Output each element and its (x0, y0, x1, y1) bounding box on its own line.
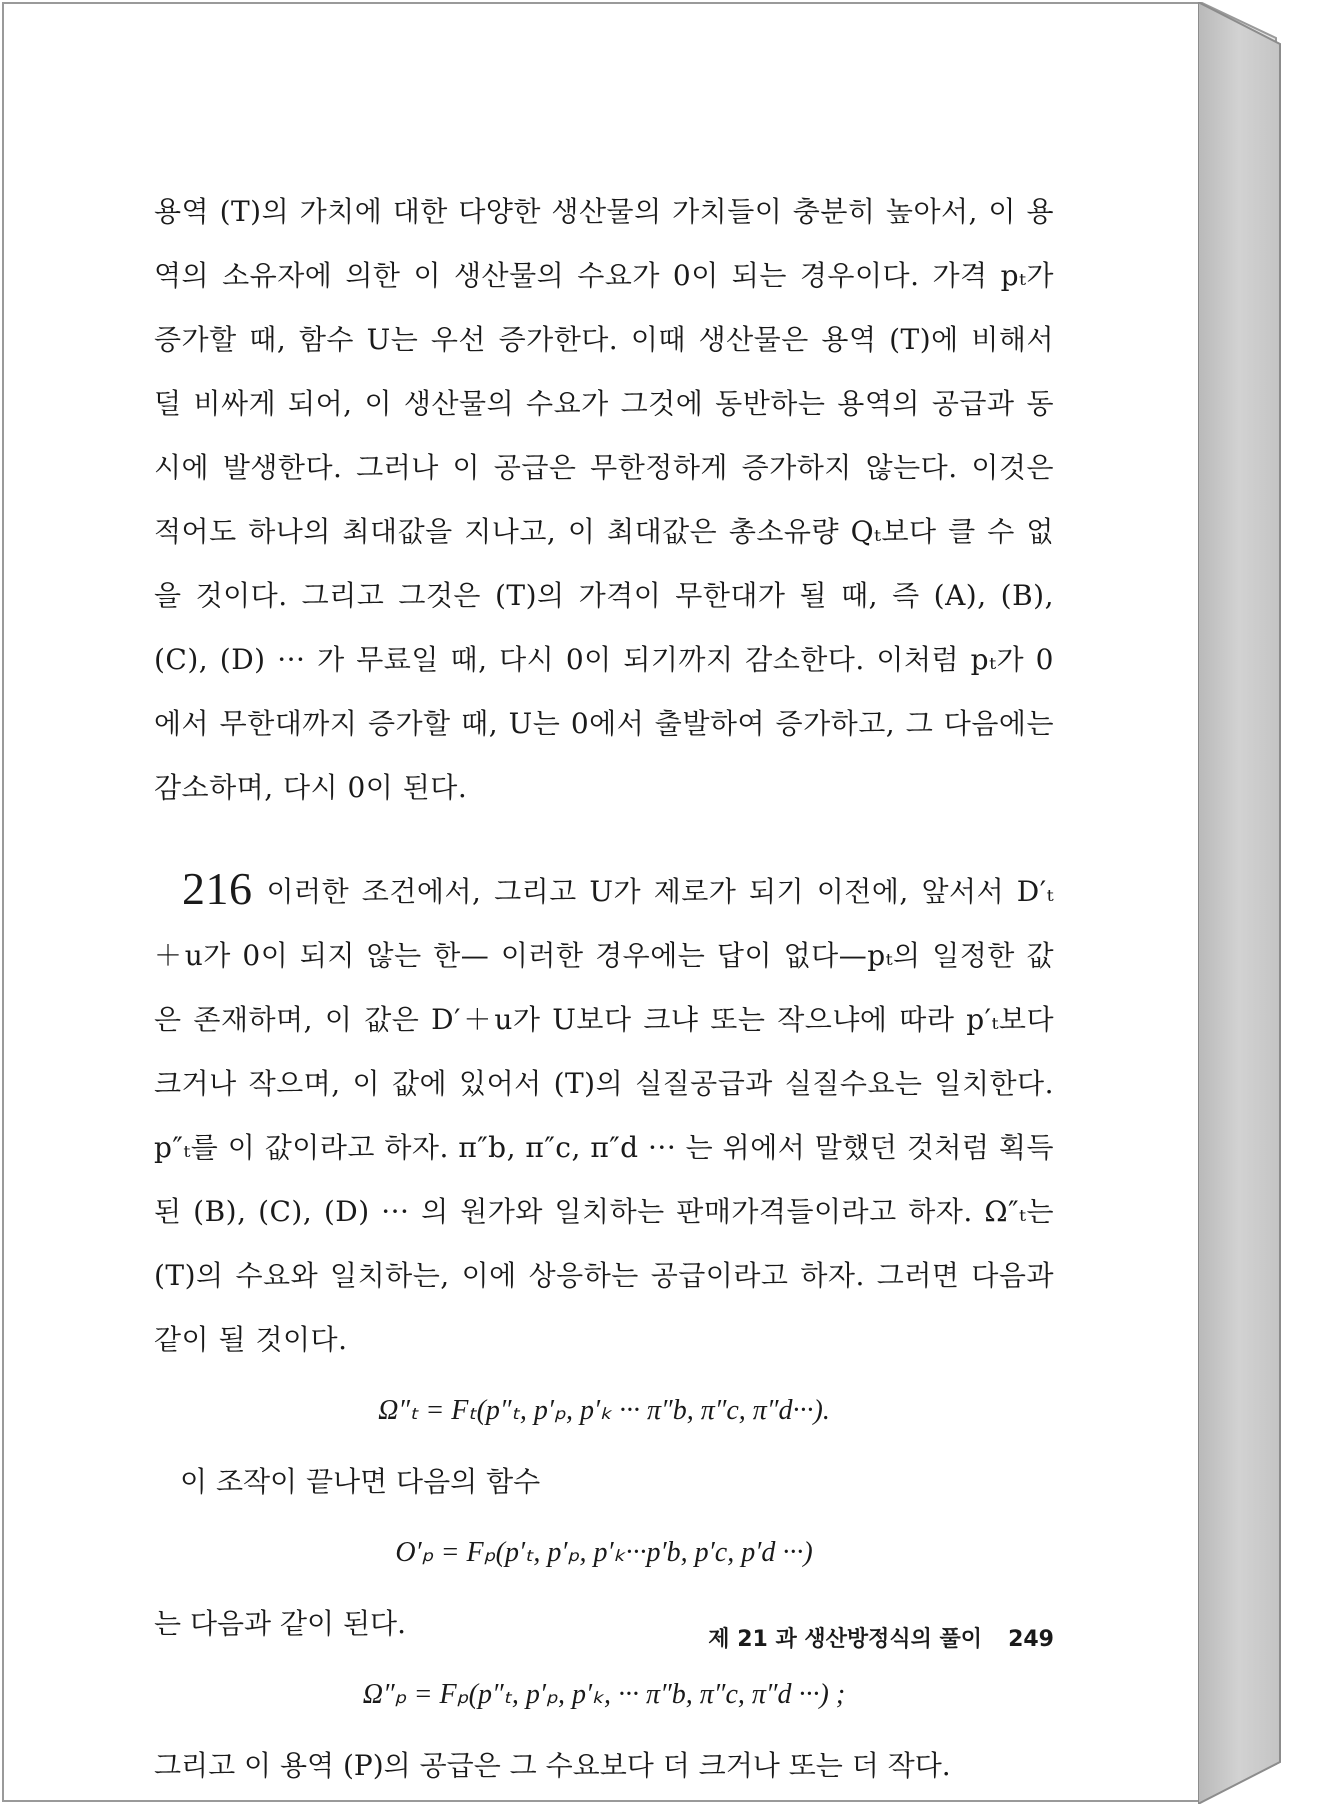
last-line: 그리고 이 용역 (P)의 공급은 그 수요보다 더 크거나 또는 더 작다. (154, 1749, 951, 1782)
book-edge-shape (1198, 2, 1340, 1804)
equation-3: Ω″ₚ = Fₚ(p″ₜ, p′ₚ, p′ₖ, ··· π″b, π″c, π″d ···) ; (362, 1679, 846, 1710)
book-edge (1198, 2, 1340, 1804)
line-after-equation-1: 이 조작이 끝나면 다음의 함수 (180, 1465, 541, 1498)
paragraph-2 (154, 860, 1054, 1372)
line-after-equation-2: 는 다음과 같이 된다. (154, 1607, 406, 1640)
chapter-title: 제 21 과 생산방정식의 풀이 (708, 1627, 983, 1652)
equation-1: Ω″ₜ = Fₜ(p″ₜ, p′ₚ, p′ₖ ··· π″b, π″c, π″d···). (378, 1395, 830, 1426)
section-number: 216 (182, 863, 253, 914)
running-footer (154, 1620, 1054, 1660)
equation-2: O′ₚ = Fₚ(p′ₜ, p′ₚ, p′ₖ···p′b, p′c, p′d ···) (395, 1537, 813, 1568)
paragraph-1: 용역 (T)의 가치에 대한 다양한 생산물의 가치들이 충분히 높아서, 이 용역의 소유자에 의한 이 생산물의 수요가 0이 되는 경우이다. 가격 pₜ가 증가할 때, 함수 U는 우선 증가한다. 이때 생산물은 용역 (T)에 비해서 덜 비싸게 되어, 이 생산물의 수요가 그것에 동반하는 용역의 공급과 동시에 발생한다. 그러나 이 공급은 무한정하게 증가하지 않는다. 이것은 적어도 하나의 최대값을 지나고, 이 최대값은 총소유량 Qₜ보다 클 수 없을 것이다. 그리고 그것은 (T)의 가격이 무한대가 될 때, 즉 (A), (B), (C), (D) ··· 가 무료일 때, 다시 0이 되기까지 감소한다. 이처럼 pₜ가 0에서 무한대까지 증가할 때, U는 0에서 출발하여 증가하고, 그 다음에는 감소하며, 다시 0이 된다. (154, 195, 1054, 804)
book-page (2, 2, 1200, 1802)
page-body (154, 180, 1054, 1798)
page-number: 249 (1008, 1627, 1054, 1652)
paragraph-2-text: 이러한 조건에서, 그리고 U가 제로가 되기 이전에, 앞서서 D′ₜ＋u가 0이 되지 않는 한— 이러한 경우에는 답이 없다—pₜ의 일정한 값은 존재하며, 이 값은 D′＋u가 U보다 크냐 또는 작으냐에 따라 p′ₜ보다 크거나 작으며, 이 값에 있어서 (T)의 실질공급과 실질수요는 일치한다. p″ₜ를 이 값이라고 하자. π″b, π″c, π″d ··· 는 위에서 말했던 것처럼 획득된 (B), (C), (D) ··· 의 원가와 일치하는 판매가격들이라고 하자. Ω″ₜ는 (T)의 수요와 일치하는, 이에 상응하는 공급이라고 하자. 그러면 다음과 같이 될 것이다. (154, 875, 1054, 1356)
